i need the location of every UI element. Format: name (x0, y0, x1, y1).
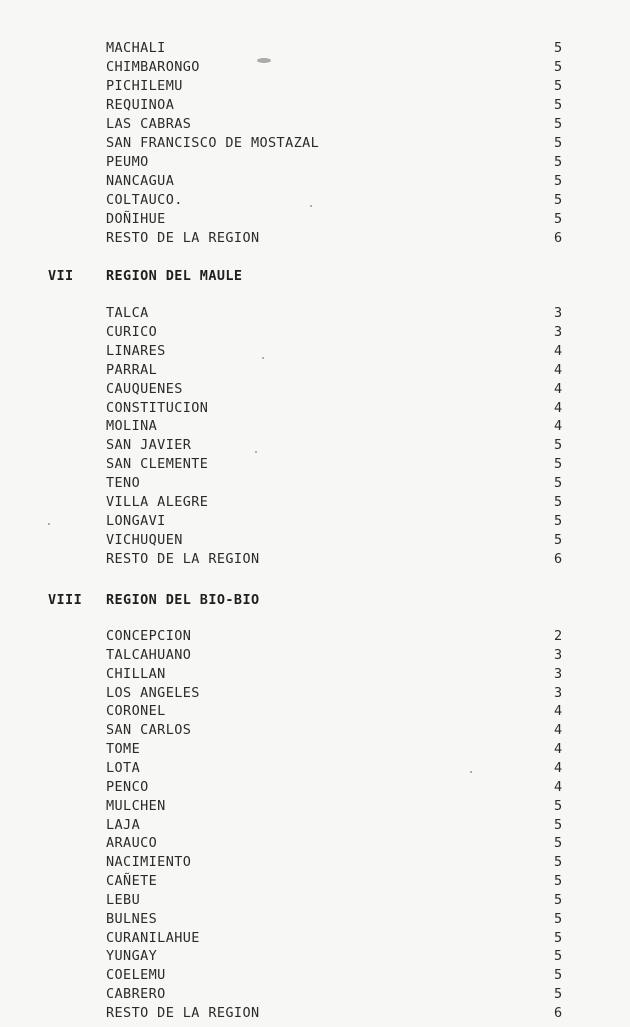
list-item (0, 853, 630, 872)
list-item (0, 304, 630, 323)
place-value: 4 (554, 342, 563, 359)
place-value: 5 (554, 835, 563, 852)
list-item (0, 872, 630, 891)
list-item (0, 380, 630, 399)
list-item (0, 531, 630, 550)
list-item (0, 929, 630, 948)
place-value: 4 (554, 741, 563, 758)
place-name: MACHALI (106, 40, 166, 56)
place-value: 3 (554, 646, 563, 663)
place-value: 3 (554, 665, 563, 682)
place-name: LOS ANGELES (106, 684, 200, 701)
place-name: CHIMBARONGO (106, 59, 200, 75)
place-name: TOME (106, 741, 141, 758)
region-viii-roman: VIII (48, 592, 83, 608)
place-name: NANCAGUA (106, 173, 175, 189)
place-value: 5 (554, 986, 563, 1003)
list-item (0, 1004, 630, 1023)
place-name: TALCAHUANO (106, 646, 192, 663)
place-name: CAUQUENES (106, 380, 183, 397)
place-value: 5 (554, 437, 563, 454)
list-item (0, 417, 630, 436)
place-value: 4 (554, 380, 563, 397)
place-value: 5 (554, 929, 563, 946)
region-viii-heading (48, 590, 260, 610)
list-item (0, 153, 630, 172)
place-value: 5 (554, 116, 563, 132)
place-value: 5 (554, 854, 563, 871)
place-value: 5 (554, 816, 563, 833)
place-value: 5 (554, 531, 563, 548)
place-name: LEBU (106, 891, 141, 908)
list-item (0, 985, 630, 1004)
list-item (0, 910, 630, 929)
place-name: CAÑETE (106, 873, 158, 890)
place-value: 5 (554, 154, 563, 170)
list-item (0, 229, 630, 248)
place-value: 5 (554, 948, 563, 965)
list-item (0, 966, 630, 985)
place-value: 5 (554, 494, 563, 510)
region-vii-title: REGION DEL MAULE (106, 268, 243, 284)
place-name: SAN CLEMENTE (106, 456, 209, 473)
place-value: 5 (554, 910, 563, 927)
place-value: 5 (554, 512, 563, 529)
place-value: 5 (554, 40, 563, 56)
place-name: VILLA ALEGRE (106, 494, 209, 510)
place-name: PARRAL (106, 361, 158, 378)
list-item (0, 323, 630, 342)
place-name: CONCEPCION (106, 628, 192, 644)
list-item (0, 702, 630, 721)
list-item (0, 399, 630, 418)
place-value: 4 (554, 703, 563, 720)
place-name: LOTA (106, 759, 141, 776)
list-item (0, 891, 630, 910)
place-name: TENO (106, 475, 141, 492)
list-item (0, 721, 630, 740)
list-item (0, 493, 630, 512)
place-name: VICHUQUEN (106, 531, 183, 548)
place-name: CORONEL (106, 703, 166, 720)
list-item (0, 134, 630, 153)
list-item (0, 797, 630, 816)
place-name: CURICO (106, 323, 158, 340)
place-value: 6 (554, 1005, 563, 1021)
place-value: 4 (554, 418, 563, 435)
place-value: 5 (554, 873, 563, 890)
region-vii-roman: VII (48, 268, 74, 284)
place-name: NACIMIENTO (106, 854, 192, 871)
place-value: 6 (554, 230, 563, 246)
place-value: 4 (554, 399, 563, 416)
place-name: CONSTITUCION (106, 399, 209, 416)
place-name: REQUINOA (106, 97, 175, 113)
list-item (0, 39, 630, 58)
place-value: 5 (554, 59, 563, 75)
list-item (0, 759, 630, 778)
list-item (0, 361, 630, 380)
place-name: MOLINA (106, 418, 158, 435)
place-name: LINARES (106, 342, 166, 359)
place-name: COELEMU (106, 967, 166, 984)
place-name: COLTAUCO. (106, 192, 183, 208)
list-item (0, 947, 630, 966)
place-name: SAN JAVIER (106, 437, 192, 454)
list-item (0, 115, 630, 134)
place-value: 5 (554, 211, 563, 227)
place-name: PENCO (106, 778, 149, 795)
list-item (0, 740, 630, 759)
list-item (0, 684, 630, 703)
place-value: 5 (554, 97, 563, 113)
place-name: DOÑIHUE (106, 211, 166, 227)
region-vii-heading (48, 266, 242, 286)
list-item (0, 816, 630, 835)
place-value: 5 (554, 192, 563, 208)
place-value: 4 (554, 759, 563, 776)
region-viii-title: REGION DEL BIO-BIO (106, 592, 260, 608)
list-item (0, 665, 630, 684)
place-value: 5 (554, 456, 563, 473)
place-value: 5 (554, 475, 563, 492)
place-value: 5 (554, 967, 563, 984)
place-name: RESTO DE LA REGION (106, 1005, 260, 1021)
place-value: 5 (554, 797, 563, 814)
list-item (0, 191, 630, 210)
list-item (0, 96, 630, 115)
list-item (0, 646, 630, 665)
list-item (0, 778, 630, 797)
place-name: TALCA (106, 305, 149, 321)
place-name: PICHILEMU (106, 78, 183, 94)
place-name: YUNGAY (106, 948, 158, 965)
place-name: RESTO DE LA REGION (106, 230, 260, 246)
place-name: CABRERO (106, 986, 166, 1003)
place-name: SAN FRANCISCO DE MOSTAZAL (106, 135, 320, 151)
place-name: SAN CARLOS (106, 722, 192, 739)
list-item (0, 550, 630, 569)
list-item (0, 210, 630, 229)
place-value: 5 (554, 78, 563, 94)
place-name: BULNES (106, 910, 158, 927)
place-name: LONGAVI (106, 512, 166, 529)
list-item (0, 58, 630, 77)
place-value: 4 (554, 361, 563, 378)
list-item (0, 436, 630, 455)
list-item (0, 627, 630, 646)
place-name: MULCHEN (106, 797, 166, 814)
place-value: 2 (554, 628, 563, 644)
place-name: LAJA (106, 816, 141, 833)
place-name: CURANILAHUE (106, 929, 200, 946)
list-item (0, 342, 630, 361)
list-item (0, 172, 630, 191)
place-name: PEUMO (106, 154, 149, 170)
place-name: RESTO DE LA REGION (106, 550, 260, 567)
place-value: 5 (554, 173, 563, 189)
place-value: 3 (554, 305, 563, 321)
place-name: ARAUCO (106, 835, 158, 852)
list-item (0, 455, 630, 474)
list-item (0, 77, 630, 96)
list-item (0, 834, 630, 853)
place-value: 4 (554, 778, 563, 795)
place-value: 5 (554, 135, 563, 151)
list-item (0, 512, 630, 531)
place-value: 5 (554, 891, 563, 908)
place-value: 4 (554, 722, 563, 739)
place-value: 3 (554, 323, 563, 340)
place-name: CHILLAN (106, 665, 166, 682)
place-value: 3 (554, 684, 563, 701)
list-item (0, 474, 630, 493)
place-name: LAS CABRAS (106, 116, 192, 132)
place-value: 6 (554, 550, 563, 567)
